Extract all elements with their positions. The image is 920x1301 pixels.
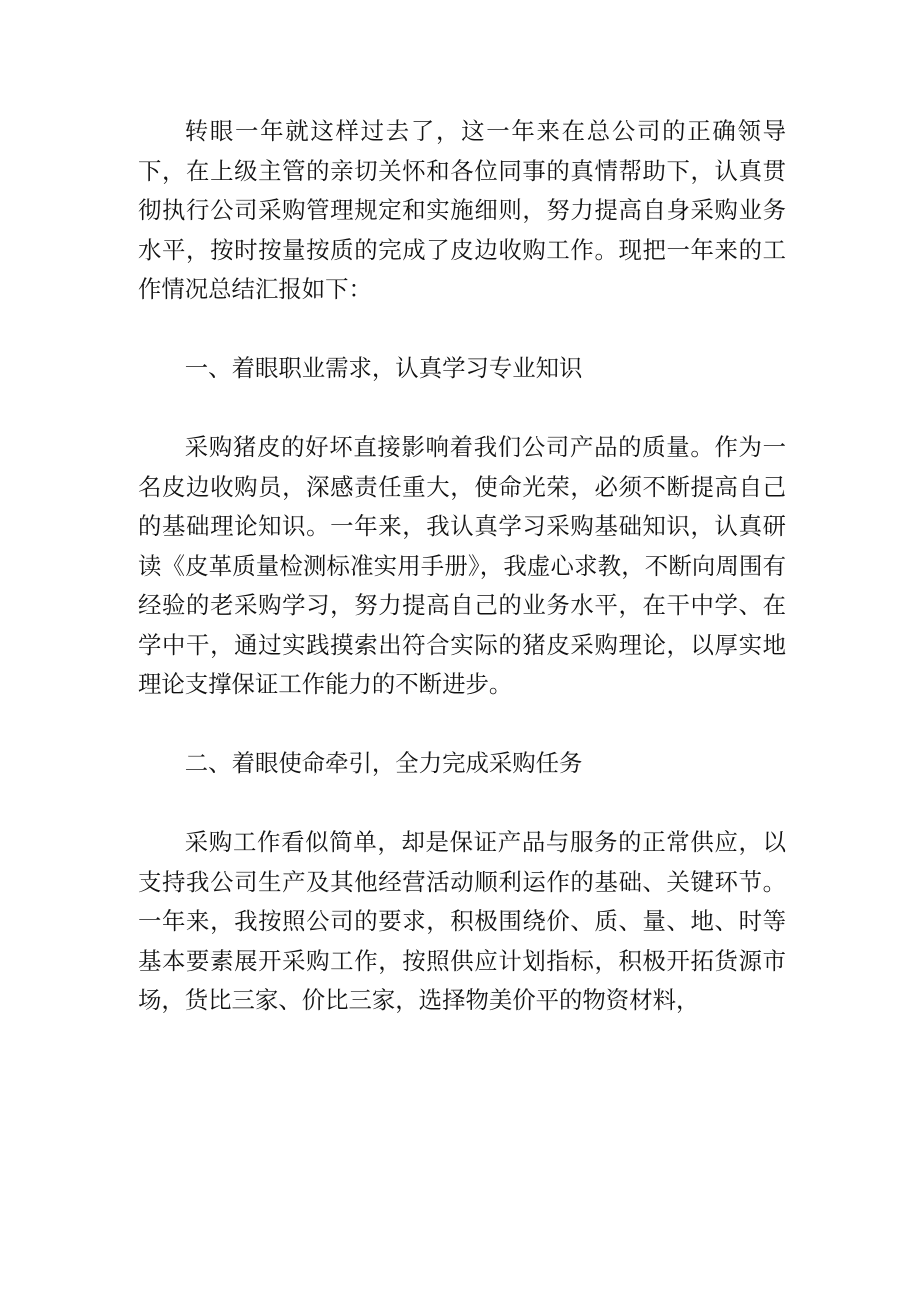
section-1-heading: 一、着眼职业需求，认真学习专业知识 [184, 354, 583, 382]
section-2-body: 采购工作看似简单，却是保证产品与服务的正常供应，以支持我公司生产及其他经营活动顺利运作的基础、关键环节。一年来，我按照公司的要求，积极围绕价、质、量、地、时等基本要素展开采购工作，按照供应计划指标，积极开拓货源市场，货比三家、价比三家，选择物美价平的物资材料， [138, 828, 786, 1014]
document-page [138, 112, 786, 1021]
spacer [138, 705, 786, 745]
spacer [138, 310, 786, 350]
spacer [138, 389, 786, 429]
section-2-heading: 二、着眼使命牵引，全力完成采购任务 [184, 749, 583, 777]
intro-paragraph: 转眼一年就这样过去了，这一年来在总公司的正确领导下，在上级主管的亲切关怀和各位同事的真情帮助下，认真贯彻执行公司采购管理规定和实施细则，努力提高自身采购业务水平，按时按量按质的完成了皮边收购工作。现把一年来的工作情况总结汇报如下： [138, 117, 786, 303]
spacer [138, 784, 786, 824]
section-1-body: 采购猪皮的好坏直接影响着我们公司产品的质量。作为一名皮边收购员，深感责任重大，使命光荣，必须不断提高自己的基础理论知识。一年来，我认真学习采购基础知识，认真研读《皮革质量检测标准实用手册》，我虚心求教，不断向周围有经验的老采购学习，努力提高自己的业务水平，在干中学、在学中干，通过实践摸索出符合实际的猪皮采购理论，以厚实地理论支撑保证工作能力的不断进步。 [138, 433, 786, 698]
